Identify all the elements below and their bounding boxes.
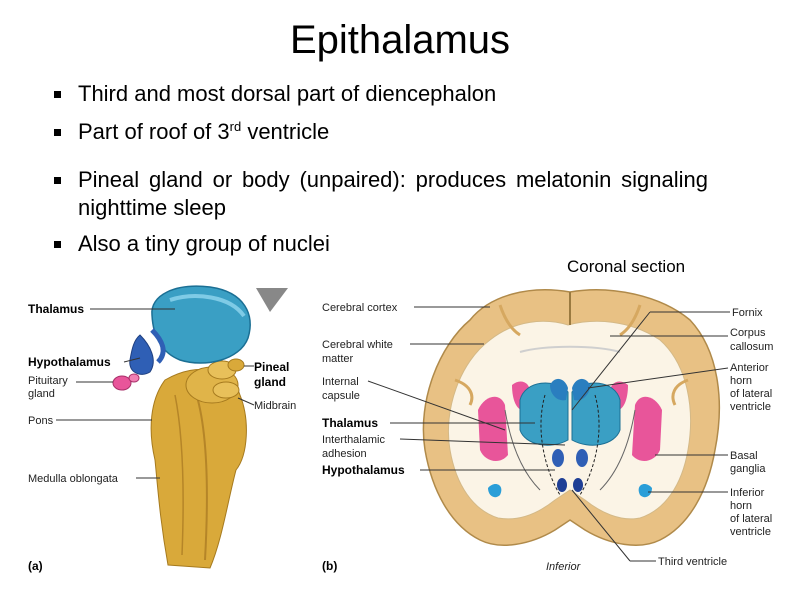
superscript: rd	[229, 119, 242, 134]
label-cerebral-cortex: Cerebral cortex	[322, 302, 398, 314]
label-inferior-horn-2: horn	[730, 500, 753, 512]
label-pituitary-line1: Pituitary	[28, 375, 68, 387]
label-fornix: Fornix	[732, 307, 763, 319]
label-inferior-horn-3: of lateral	[730, 513, 773, 525]
label-pituitary-line2: gland	[28, 388, 55, 400]
label-anterior-horn-2: horn	[730, 375, 753, 387]
label-inferior: Inferior	[546, 561, 581, 573]
label-pineal-line1: Pineal	[254, 360, 290, 374]
label-basal-ganglia-1: Basal	[730, 450, 758, 462]
brainstem-illustration	[113, 286, 288, 568]
panel-b-label: (b)	[322, 559, 338, 573]
label-pons: Pons	[28, 415, 54, 427]
label-midbrain: Midbrain	[254, 400, 297, 412]
figure-caption: Coronal section	[567, 257, 686, 276]
bullet-text: Part of roof of 3	[78, 119, 230, 144]
label-basal-ganglia-2: ganglia	[730, 463, 766, 475]
bullet-text: ventricle	[241, 119, 330, 144]
label-inferior-horn-1: Inferior	[730, 487, 765, 499]
slide-title: Epithalamus	[289, 18, 511, 62]
panel-a-label: (a)	[28, 559, 43, 573]
label-white-matter-line1: Cerebral white	[322, 339, 393, 351]
label-interthalamic-line2: adhesion	[322, 448, 367, 460]
label-thalamus: Thalamus	[28, 302, 85, 316]
label-white-matter-line2: matter	[322, 353, 354, 365]
bullet-text: Third and most dorsal part of diencephalon	[78, 81, 497, 106]
label-corpus-line2: callosum	[730, 341, 774, 353]
label-medulla: Medulla oblongata	[28, 473, 118, 485]
label-hypothalamus-b: Hypothalamus	[322, 463, 405, 477]
label-internal-capsule-line2: capsule	[322, 390, 360, 402]
label-interthalamic-line1: Interthalamic	[322, 434, 385, 446]
label-hypothalamus: Hypothalamus	[28, 355, 111, 369]
label-anterior-horn-1: Anterior	[730, 362, 769, 374]
bullet-text: Pineal gland or body (unpaired): produces melatonin signaling nighttime sleep	[78, 167, 708, 220]
label-anterior-horn-4: ventricle	[730, 401, 771, 413]
label-thalamus-b: Thalamus	[322, 416, 379, 430]
bullet-text: Also a tiny group of nuclei	[78, 231, 330, 256]
coronal-section-illustration	[423, 290, 719, 545]
label-third-ventricle: Third ventricle	[658, 556, 728, 568]
label-internal-capsule-line1: Internal	[322, 376, 359, 388]
label-corpus-line1: Corpus	[730, 327, 766, 339]
label-inferior-horn-4: ventricle	[730, 526, 771, 538]
label-anterior-horn-3: of lateral	[730, 388, 773, 400]
label-pineal-line2: gland	[254, 375, 286, 389]
